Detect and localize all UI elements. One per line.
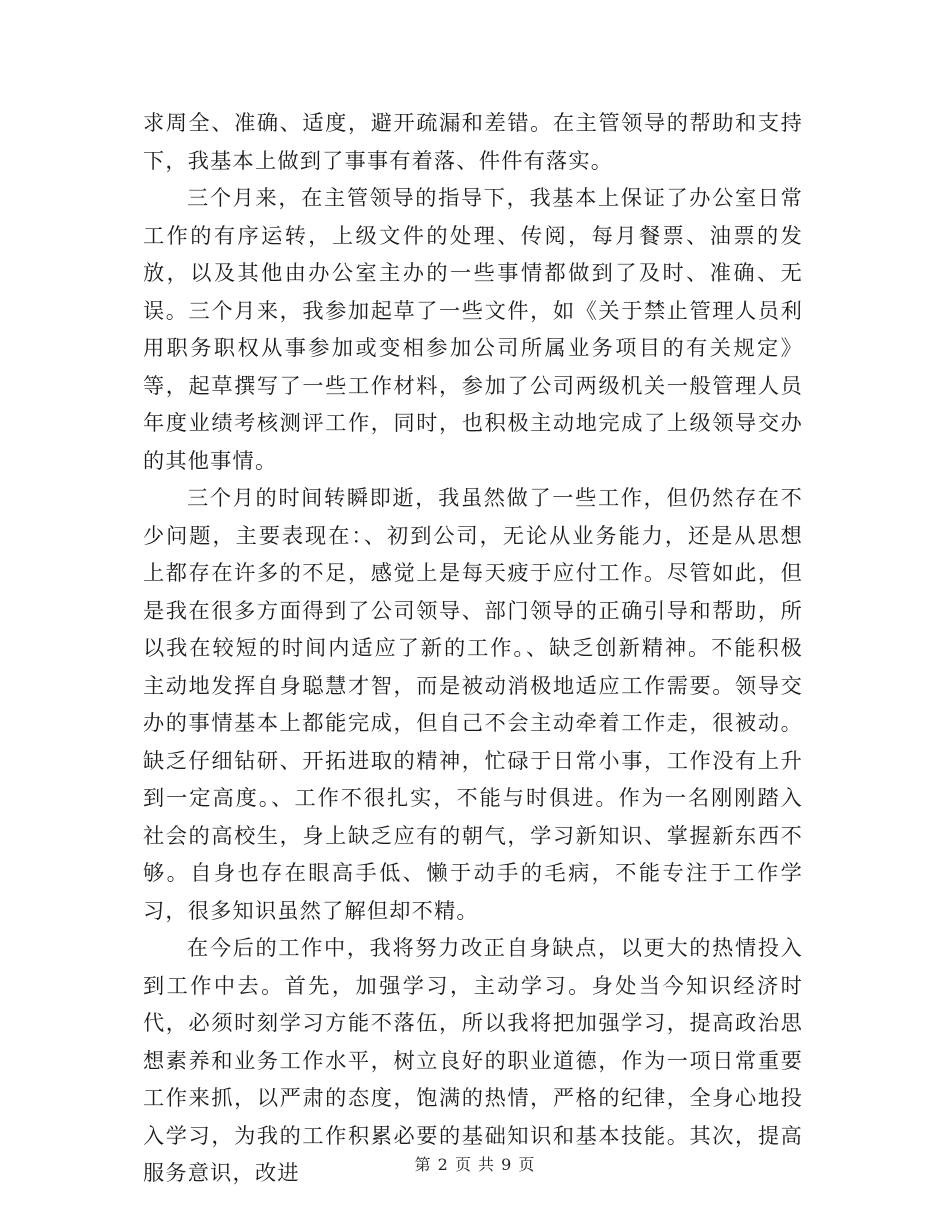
- paragraph: 三个月来，在主管领导的指导下，我基本上保证了办公室日常工作的有序运转，上级文件的处理、传阅，每月餐票、油票的发放，以及其他由办公室主办的一些事情都做到了及时、准确、无误。三个月来，我参加起草了一些文件，如《关于禁止管理人员利用职务职权从事参加或变相参加公司所属业务项目的有关规定》等，起草撰写了一些工作材料，参加了公司两级机关一般管理人员年度业绩考核测评工作，同时，也积极主动地完成了上级领导交办的其他事情。: [143, 185, 803, 473]
- paragraph-continuation: 求周全、准确、适度，避开疏漏和差错。在主管领导的帮助和支持下，我基本上做到了事事有着落、件件有落实。: [143, 110, 803, 173]
- paragraph: 在今后的工作中，我将努力改正自身缺点，以更大的热情投入到工作中去。首先，加强学习，主动学习。身处当今知识经济时代，必须时刻学习方能不落伍，所以我将把加强学习，提高政治思想素养和业务工作水平，树立良好的职业道德，作为一项日常重要工作来抓，以严肃的态度，饱满的热情，严格的纪律，全身心地投入学习，为我的工作积累必要的基础知识和基本技能。其次，提高服务意识，改进: [143, 935, 803, 1185]
- page-footer: 第 2 页 共 9 页: [414, 1155, 536, 1174]
- document-body: [143, 104, 803, 1192]
- paragraph: 三个月的时间转瞬即逝，我虽然做了一些工作，但仍然存在不少问题，主要表现在：、初到公司，无论从业务能力，还是从思想上都存在许多的不足，感觉上是每天疲于应付工作。尽管如此，但是我在很多方面得到了公司领导、部门领导的正确引导和帮助，所以我在较短的时间内适应了新的工作。、缺乏创新精神。不能积极主动地发挥自身聪慧才智，而是被动消极地适应工作需要。领导交办的事情基本上都能完成，但自己不会主动牵着工作走，很被动。缺乏仔细钻研、开拓进取的精神，忙碌于日常小事，工作没有上升到一定高度。、工作不很扎实，不能与时俱进。作为一名刚刚踏入社会的高校生，身上缺乏应有的朝气，学习新知识、掌握新东西不够。自身也存在眼高手低、懒于动手的毛病，不能专注于工作学习，很多知识虽然了解但却不精。: [143, 485, 803, 923]
